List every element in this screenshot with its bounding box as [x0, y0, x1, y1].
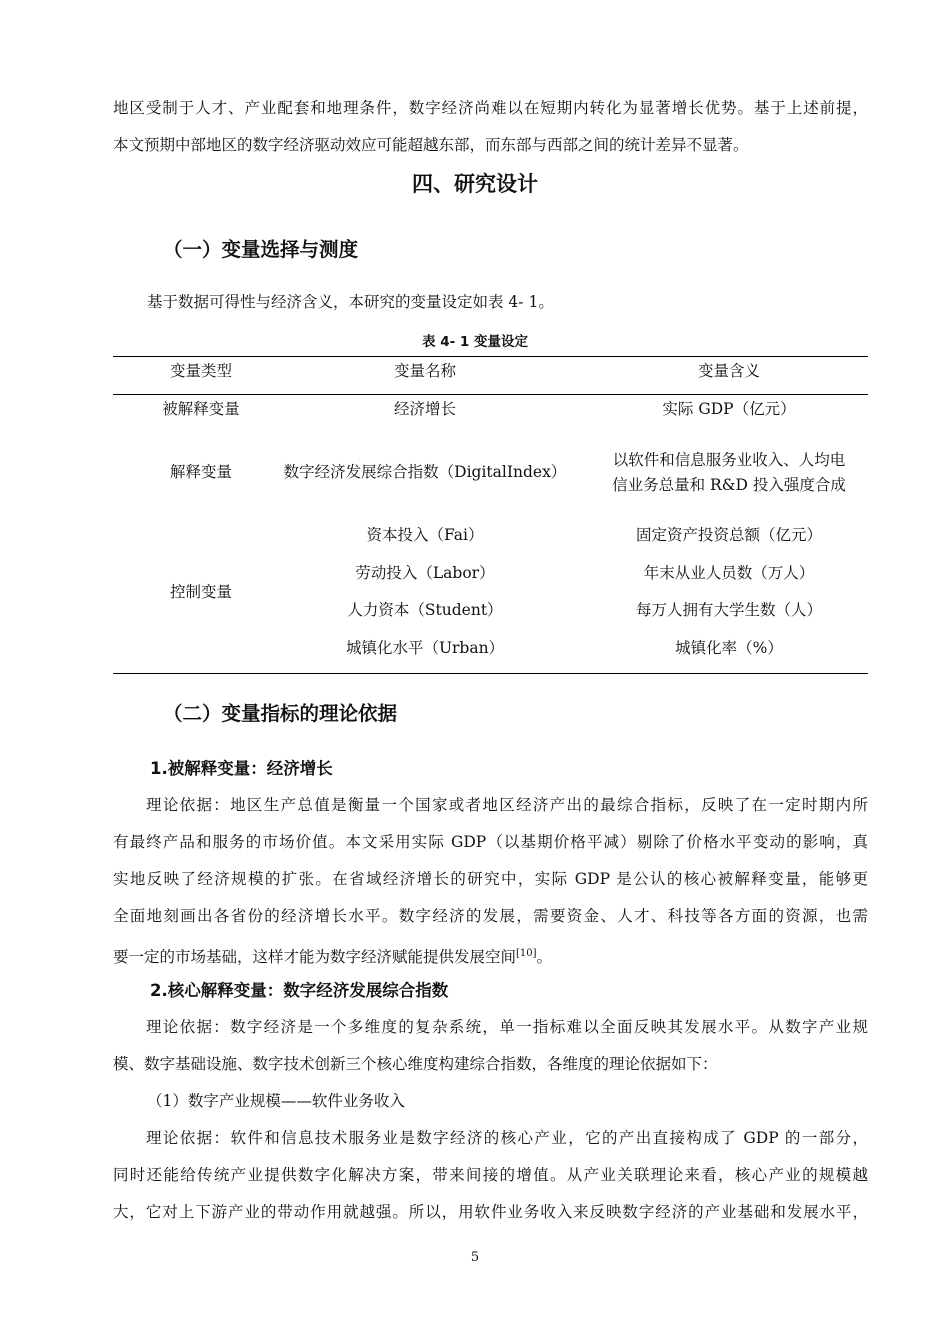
item-1-title: 1.被解释变量：经济增长	[150, 759, 333, 778]
table-caption: 表 4- 1 变量设定	[422, 334, 528, 350]
item-1-line-4: 全面地刻画出各省份的经济增长水平。数字经济的发展，需要资金、人才、科技等各方面的资源，也需	[113, 907, 868, 925]
cell-name: 城镇化水平（Urban）	[345, 639, 505, 657]
subsection-intro: 基于数据可得性与经济含义，本研究的变量设定如表 4- 1。	[147, 293, 554, 311]
item-1-line-1: 理论依据：地区生产总值是衡量一个国家或者地区经济产出的最综合指标，反映了在一定时期内所	[146, 796, 868, 814]
item-2-sub-1-line-3: 大，它对上下游产业的带动作用就越强。所以，用软件业务收入来反映数字经济的产业基础和发展水平，	[113, 1203, 868, 1221]
table-top-rule	[113, 356, 868, 357]
cell-name: 人力资本（Student）	[347, 601, 503, 619]
item-2-line-2: 模、数字基础设施、数字技术创新三个核心维度构建综合指数，各维度的理论依据如下：	[113, 1055, 718, 1073]
cell-type: 解释变量	[169, 463, 232, 481]
item-2-sub-1-line-2: 同时还能给传统产业提供数字化解决方案，带来间接的增值。从产业关联理论来看，核心产业的规模越	[113, 1166, 868, 1184]
cell-meaning-line-1: 以软件和信息服务业收入、人均电	[612, 451, 846, 469]
item-1-line-5	[113, 935, 868, 976]
cell-meaning: 每万人拥有大学生数（人）	[635, 601, 822, 619]
cell-name: 经济增长	[393, 400, 456, 418]
cell-name: 资本投入（Fai）	[366, 526, 484, 544]
section-title: 四、研究设计	[412, 172, 538, 196]
item-1-line-5-text: 要一定的市场基础，这样才能为数字经济赋能提供发展空间	[113, 948, 517, 967]
item-2-sub-1-title: （1）数字产业规模——软件业务收入	[147, 1092, 405, 1110]
item-2-sub-1-line-1: 理论依据：软件和信息技术服务业是数字经济的核心产业，它的产出直接构成了 GDP 的一部分，	[146, 1129, 868, 1147]
citation-ref[interactable]: [10]	[516, 948, 537, 959]
cell-name: 数字经济发展综合指数（DigitalIndex）	[283, 463, 567, 481]
intro-line-2: 本文预期中部地区的数字经济驱动效应可能超越东部，而东部与西部之间的统计差异不显著。	[113, 136, 749, 154]
cell-meaning: 年末从业人员数（万人）	[643, 564, 815, 582]
cell-meaning: 城镇化率（%）	[675, 639, 783, 657]
table-header-rule	[113, 394, 868, 395]
cell-type-control: 控制变量	[169, 583, 232, 601]
item-2-title: 2.核心解释变量：数字经济发展综合指数	[150, 981, 449, 1000]
table-header-meaning: 变量含义	[697, 362, 760, 380]
item-1-line-2: 有最终产品和服务的市场价值。本文采用实际 GDP（以基期价格平减）剔除了价格水平变动的影响，真	[113, 833, 868, 851]
table-header-type: 变量类型	[169, 362, 232, 380]
subsection-title-2: （二）变量指标的理论依据	[163, 702, 398, 725]
intro-line-1: 地区受制于人才、产业配套和地理条件，数字经济尚难以在短期内转化为显著增长优势。基于上述前提，	[113, 99, 868, 117]
item-1-line-3: 实地反映了经济规模的扩张。在省域经济增长的研究中，实际 GDP 是公认的核心被解释变量，能够更	[113, 870, 868, 888]
cell-type: 被解释变量	[162, 400, 240, 418]
cell-name: 劳动投入（Labor）	[355, 564, 495, 582]
item-1-line-5-end: 。	[536, 948, 553, 967]
cell-meaning-line-2: 信业务总量和 R&D 投入强度合成	[612, 476, 846, 494]
table-header-name: 变量名称	[393, 362, 456, 380]
page-number: 5	[470, 1250, 480, 1265]
table-bottom-rule	[113, 673, 868, 674]
item-2-line-1: 理论依据：数字经济是一个多维度的复杂系统，单一指标难以全面反映其发展水平。从数字产业规	[146, 1018, 868, 1036]
cell-meaning: 实际 GDP（亿元）	[662, 400, 796, 418]
subsection-title-1: （一）变量选择与测度	[163, 238, 359, 261]
cell-meaning: 固定资产投资总额（亿元）	[635, 526, 822, 544]
